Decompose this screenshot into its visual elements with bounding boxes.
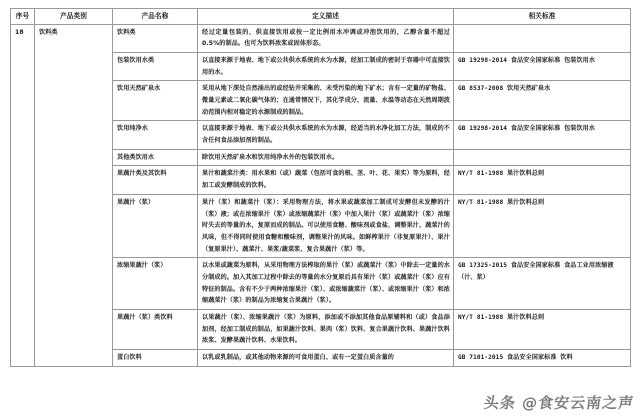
cell-related-standard: GB 19298-2014 食品安全国家标准 包装饮用水: [454, 121, 631, 149]
cell-product-name: 饮用天然矿泉水: [113, 81, 198, 121]
table-body: [11, 24, 631, 366]
table-header: [11, 9, 631, 25]
column-header-product-name: 产品名称: [113, 9, 198, 25]
cell-product-name: 包装饮用水类: [113, 52, 198, 80]
cell-related-standard: [454, 149, 631, 166]
column-header-no: 序号: [11, 9, 35, 25]
table-header-row: [11, 9, 631, 25]
cell-definition: 以直接来源于地表、地下或公共供水系统的水为水源，经加工制成的密封于容器中可直接饮用的水。: [198, 52, 454, 80]
cell-product-name: 蛋白饮料: [113, 350, 198, 367]
cell-related-standard: NY/T 81-1988 果汁饮料总则: [454, 310, 631, 350]
cell-definition: 以直接来源于地表、地下或公共供水系统的水为水源，经适当的水净化加工方法，制成的不含任何食品添加剂的制品。: [198, 121, 454, 149]
cell-product-category: 饮料类: [35, 24, 113, 366]
column-header-category: 产品类别: [35, 9, 113, 25]
cell-related-standard: [454, 24, 631, 52]
watermark: 头条 @食安云南之声: [482, 394, 635, 412]
cell-product-name: 饮料类: [113, 24, 198, 52]
cell-product-name: 果蔬汁（浆）: [113, 194, 198, 257]
product-spec-table: [10, 8, 631, 367]
cell-product-name: 其他类饮用水: [113, 149, 198, 166]
cell-product-name: 饮用纯净水: [113, 121, 198, 149]
cell-definition: 以果蔬汁（浆）、浓缩果蔬汁（浆）为原料，添加或不添加其他食品原辅料和（或）食品添加剂，经加工制成的制品，如果蔬汁饮料、果肉（浆）饮料、复合果蔬汁饮料、果蔬汁饮料浓浆、发酵果蔬汁饮料、水果饮料。: [198, 310, 454, 350]
cell-related-standard: GB 17325-2015 食品安全国家标准 食品工业用浓缩液（汁、浆）: [454, 258, 631, 310]
cell-definition: 以乳或乳制品，或其他动物来源的可食用蛋白、或有一定蛋白质含量的: [198, 350, 454, 367]
cell-product-name: 浓缩果蔬汁（浆）: [113, 258, 198, 310]
cell-related-standard: GB 19298-2014 食品安全国家标准 包装饮用水: [454, 52, 631, 80]
cell-definition: 果汁和蔬菜汁类：用水果和（或）蔬菜（包括可食的根、茎、叶、花、果实）等为原料，经加工或发酵制成的饮料。: [198, 166, 454, 194]
cell-definition: 以水果或蔬菜为原料，从采用物理方法榨取的果汁（浆）或蔬菜汁（浆）中除去一定量的水分制成的。加入其加工过程中除去的等量的水分复原后具有果汁（浆）或蔬菜汁（浆）应有特征的制品。含有不少于两种浓缩果汁（浆）、或浓缩蔬菜汁（浆）、或浓缩果汁（浆）和浓缩蔬菜汁（浆）的制品为浓缩复合果蔬汁（浆）。: [198, 258, 454, 310]
cell-product-name: 果蔬汁（浆）类饮料: [113, 310, 198, 350]
cell-definition: 果汁（浆）和蔬菜汁（浆）：采用物理方法，将水果或蔬菜加工制成可发酵但未发酵的汁（浆）液；或在浓缩果汁（浆）或浓缩蔬菜汁（浆）中加入果汁（浆）或蔬菜汁（浆）浓缩时失去的等量的水，复原而成的制品。可以使用食糖、酸味剂或食盐，调整果汁、蔬菜汁的风味，但不得同时使用食糖和酸味剂，调整果汁的风味。如鲜榨果汁（非复原果汁）、果汁（复原果汁）、蔬菜汁、果浆/蔬菜浆、复合果蔬汁（浆）等。: [198, 194, 454, 257]
table-row: [11, 24, 631, 52]
cell-related-standard: NY/T 81-1988 果汁饮料总则: [454, 194, 631, 257]
cell-sequence-number: 18: [11, 24, 35, 366]
cell-definition: 除饮用天然矿泉水和饮用纯净水外的包装饮用水。: [198, 149, 454, 166]
cell-related-standard: GB 7101-2015 食品安全国家标准 饮料: [454, 350, 631, 367]
cell-product-name: 果蔬汁类及其饮料: [113, 166, 198, 194]
cell-definition: 采用从地下深处自然涌出的或经钻井采集的、未受污染的地下矿水；含有一定量的矿物盐、微量元素或二氧化碳气体的；在通常情况下，其化学成分、流量、水温等动态在天然周期波动范围内相对稳定的水源制成的制品。: [198, 81, 454, 121]
cell-related-standard: NY/T 81-1988 果汁饮料总则: [454, 166, 631, 194]
column-header-definition: 定义描述: [198, 9, 454, 25]
column-header-standard: 相关标准: [454, 9, 631, 25]
cell-definition: 经过定量包装的，供直接饮用或按一定比例用水冲调或冲泡饮用的，乙醇含量不超过 0.5%的制品。也可为饮料浓浆或固体形态。: [198, 24, 454, 52]
cell-related-standard: GB 8537-2008 饮用天然矿泉水: [454, 81, 631, 121]
